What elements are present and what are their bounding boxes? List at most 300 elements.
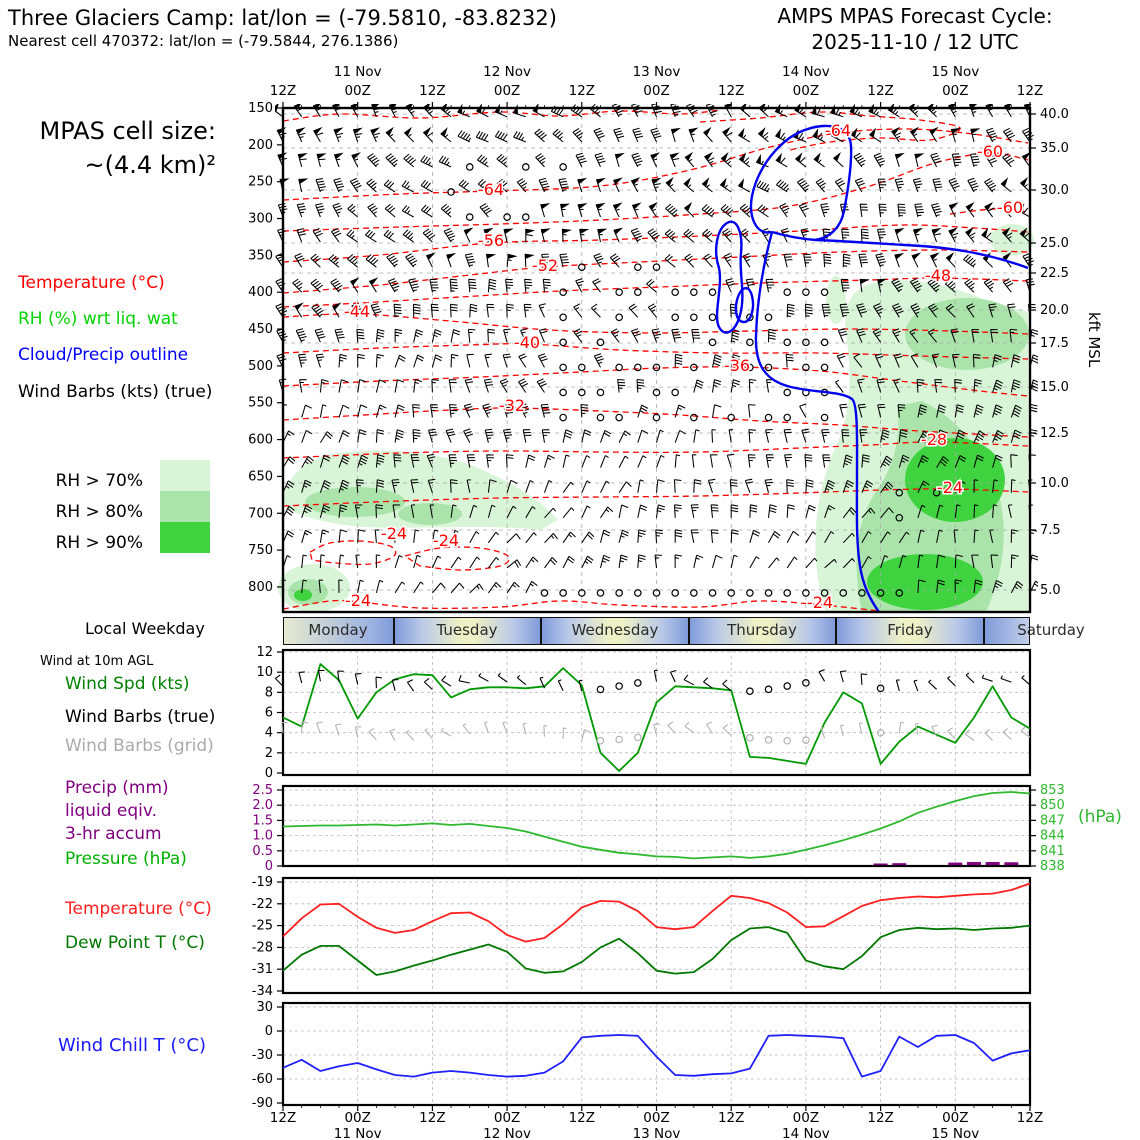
wind-barb xyxy=(467,354,474,367)
wind-barb xyxy=(376,677,382,688)
wind-barb-pennant xyxy=(504,229,512,234)
hpa-tick-label: 838 xyxy=(1040,859,1065,874)
wind-barb xyxy=(293,279,303,292)
page-subtitle: Nearest cell 470372: lat/lon = (-79.5844, 276.1386) xyxy=(8,32,399,50)
wind-barb xyxy=(439,156,451,167)
contour-label: -24 xyxy=(380,524,408,543)
contour-label: -32 xyxy=(498,396,526,415)
wind-barb xyxy=(859,254,868,267)
wind-barb-pennant xyxy=(895,229,903,234)
wind-barb xyxy=(451,557,461,568)
wind-barb xyxy=(691,505,699,518)
wind-barb xyxy=(745,479,753,493)
bottom-time-label: 12Z xyxy=(867,1110,894,1126)
wind-barb xyxy=(750,557,759,568)
wind-barb xyxy=(648,229,660,242)
wind-barb xyxy=(711,455,718,468)
panel-tick-label: -34 xyxy=(251,984,273,1000)
calm-circle xyxy=(672,590,678,596)
hpa-tick-label: 853 xyxy=(1040,783,1065,798)
calm-circle xyxy=(597,339,603,345)
wind-barb xyxy=(952,154,961,167)
wind-barb xyxy=(574,304,582,318)
calm-circle xyxy=(597,414,603,420)
bottom-time-label: 00Z xyxy=(643,1110,670,1126)
wind-barb-pennant xyxy=(562,229,570,233)
contour-label: -60 xyxy=(996,198,1024,217)
dewpoint-label: Dew Point T (°C) xyxy=(65,933,205,953)
wind-barb xyxy=(686,103,697,117)
panel-tick-label: -19 xyxy=(251,875,273,890)
bottom-time-label: 12Z xyxy=(269,1110,297,1126)
wind-barb-pennant xyxy=(684,178,690,186)
wind-barb xyxy=(487,455,494,468)
wind-barb xyxy=(517,676,526,685)
wind-barb xyxy=(470,584,483,593)
calm-circle xyxy=(616,414,622,420)
wind-barb xyxy=(769,531,781,542)
pressure-precip-panel xyxy=(252,783,1065,874)
wind-barb xyxy=(657,505,665,518)
wind-barb-pennant xyxy=(352,153,360,159)
wind-barb xyxy=(441,728,451,736)
pressure-tick-label: 300 xyxy=(248,211,273,227)
wind-barb-pennant xyxy=(596,204,604,209)
wind-barb xyxy=(769,505,777,518)
wind-barb-pennant xyxy=(371,128,379,134)
contour-label: -28 xyxy=(920,430,948,449)
cell-size-line2: ~(4.4 km)² xyxy=(84,151,216,179)
wind-barb xyxy=(421,156,433,167)
calm-circle xyxy=(560,389,566,395)
wind-barb xyxy=(476,131,488,142)
wind-barb xyxy=(333,203,342,217)
wind-barb xyxy=(582,730,590,741)
wind-barb xyxy=(429,429,438,442)
bottom-time-label: 00Z xyxy=(493,1110,521,1126)
wind-barb xyxy=(1001,676,1011,682)
wind-barb xyxy=(840,671,846,682)
wind-barb-pennant xyxy=(702,179,708,187)
panel-tick-label: 0 xyxy=(264,1024,273,1039)
wind-barb xyxy=(558,680,563,691)
panel-tick-label: 0.5 xyxy=(252,843,273,859)
wind-barb xyxy=(276,304,287,318)
panel-tick-label: 2.5 xyxy=(252,783,273,798)
wind-barb xyxy=(704,678,713,689)
wind-barb xyxy=(694,480,701,493)
calm-circle xyxy=(523,164,529,170)
wind-barb xyxy=(675,505,682,518)
wind-barb xyxy=(590,104,600,117)
wind-barb xyxy=(375,530,379,543)
wind-barb xyxy=(633,128,643,142)
weekday-band xyxy=(283,617,1085,645)
wind-barb xyxy=(878,229,886,242)
kft-tick-label: 22.5 xyxy=(1040,266,1069,281)
wind-barb xyxy=(787,480,794,493)
calm-circle xyxy=(560,314,566,320)
wind-barb xyxy=(526,581,538,593)
wind-barb xyxy=(507,304,514,317)
wind-barb-pennant xyxy=(914,229,922,234)
contour-label: -64 xyxy=(477,180,505,199)
wind-barb xyxy=(300,380,307,393)
panel-tick-label: 1.0 xyxy=(252,828,273,844)
wind-barb xyxy=(749,430,756,443)
wind-barb xyxy=(843,254,850,267)
wind-barb xyxy=(302,430,313,442)
wind-barb xyxy=(898,204,906,217)
wind-barb xyxy=(465,379,473,393)
wind-barb xyxy=(414,355,424,367)
hpa-tick-label: 841 xyxy=(1040,843,1065,859)
wind-barb-pennant xyxy=(458,105,462,114)
panel-tick-label: -60 xyxy=(251,1072,273,1087)
wind-panel xyxy=(256,645,1030,781)
wind-barb xyxy=(619,530,629,543)
wind-barb-pennant xyxy=(561,204,569,208)
bottom-date-label: 15 Nov xyxy=(931,1126,980,1140)
wind-barb xyxy=(376,354,384,367)
wind-barb xyxy=(766,430,773,443)
contour-label: -44 xyxy=(343,302,371,321)
calm-circle xyxy=(635,364,641,370)
contour-label: -56 xyxy=(477,231,505,250)
wind-barb-pennant xyxy=(946,253,953,260)
wind-barb xyxy=(824,254,832,267)
wind-barb xyxy=(563,482,573,493)
wind-barb xyxy=(948,728,956,739)
contour-label: -24 xyxy=(806,593,834,612)
wind-barb xyxy=(982,675,992,681)
wind-barb xyxy=(355,727,361,738)
kft-tick-label: 15.0 xyxy=(1040,380,1069,395)
wind-barb xyxy=(787,531,799,543)
wind-barb xyxy=(504,429,513,442)
wind-barb xyxy=(514,131,526,142)
wind-barb xyxy=(450,405,458,418)
wind-barb xyxy=(449,380,456,393)
weekday-label: Thursday xyxy=(727,621,797,639)
wind-barbs-true-label: Wind Barbs (true) xyxy=(65,707,216,727)
kft-tick-label: 25.0 xyxy=(1040,236,1069,251)
wind-barb xyxy=(545,455,555,467)
wind-barb xyxy=(704,254,713,267)
wind-barb xyxy=(442,676,451,686)
wind-barb xyxy=(724,254,732,268)
wind-barb xyxy=(582,481,590,493)
wind-barb xyxy=(483,404,492,418)
wind-barb xyxy=(765,480,773,493)
wind-barb xyxy=(731,555,737,568)
wind-barb-pennant xyxy=(334,128,342,134)
panel-tick-label: 10 xyxy=(256,665,273,681)
wind-barb xyxy=(335,329,345,342)
wind-barb xyxy=(526,480,534,492)
calm-circle xyxy=(784,289,790,295)
contour-label: -36 xyxy=(723,356,751,375)
wind-barb xyxy=(766,455,774,468)
wind-barb-pennant xyxy=(541,204,549,209)
wind-barb xyxy=(395,329,402,342)
calm-circle xyxy=(747,339,753,345)
wind-barb xyxy=(786,354,793,367)
wind-barb xyxy=(665,204,677,217)
wind-barb xyxy=(1004,128,1015,142)
wind-barb xyxy=(488,582,501,593)
panel-tick-label: 12 xyxy=(256,645,273,661)
wind-barb xyxy=(632,103,643,117)
wind-barb xyxy=(539,329,547,343)
wind-barb xyxy=(331,279,343,292)
wind-barb xyxy=(432,583,445,593)
wind-barb xyxy=(731,380,740,393)
wind-barb xyxy=(339,354,347,367)
wind-barb xyxy=(387,254,399,268)
wind-barb xyxy=(506,279,514,292)
top-time-label: 12Z xyxy=(867,83,894,99)
wind-barb xyxy=(787,557,797,568)
wind-barb xyxy=(611,329,619,343)
wind-barb-pennant xyxy=(405,128,412,136)
kft-tick-label: 17.5 xyxy=(1040,336,1069,351)
calm-circle xyxy=(821,364,827,370)
wind-barb xyxy=(619,555,628,568)
wind-barb xyxy=(618,380,626,393)
calm-circle xyxy=(784,683,790,689)
panel-tick-label: 2.0 xyxy=(252,798,273,814)
wind-barb xyxy=(821,204,830,217)
wind-barb xyxy=(406,254,418,268)
wind-barb xyxy=(283,531,294,543)
calm-circle xyxy=(691,590,697,596)
wind-barb xyxy=(743,254,751,268)
wind-barb xyxy=(787,304,794,317)
wind-barb xyxy=(507,534,520,543)
wind-barb xyxy=(355,674,361,685)
wind-barb xyxy=(358,380,367,393)
wind-barb xyxy=(576,153,587,167)
wind-barb xyxy=(749,380,756,393)
wind-barb xyxy=(806,558,817,568)
wind-barb-pennant xyxy=(670,153,678,159)
wind-barb-pennant xyxy=(298,154,306,159)
forecast-cycle-line2: 2025-11-10 / 12 UTC xyxy=(811,30,1019,54)
contour-label: -64 xyxy=(824,121,852,140)
wind-barb xyxy=(497,154,507,167)
wind-barb xyxy=(365,230,376,242)
weekday-label: Wednesday xyxy=(571,621,659,639)
rh-legend-90-swatch xyxy=(160,522,210,553)
hpa-unit-label: (hPa) xyxy=(1078,807,1122,827)
wind-barb xyxy=(657,480,665,493)
wind-barb xyxy=(723,724,731,735)
wind-barb xyxy=(464,404,473,418)
wind-barb-pennant xyxy=(541,229,549,234)
wind-barb xyxy=(320,380,328,393)
kft-tick-label: 10.0 xyxy=(1040,476,1069,491)
wind-barb xyxy=(350,178,361,192)
wind-barb xyxy=(986,128,997,142)
contour-label: -48 xyxy=(924,266,952,285)
wind-barb xyxy=(984,279,994,292)
wind-barb xyxy=(541,404,550,417)
wind-barb xyxy=(386,154,398,167)
wind-barb xyxy=(637,380,644,393)
rh-legend-70-label: RH > 70% xyxy=(55,471,143,491)
wind-barb-pennant xyxy=(424,128,431,136)
wind-barb xyxy=(860,204,868,217)
calm-circle xyxy=(560,339,566,345)
wind-barb xyxy=(593,279,601,293)
wind-barb xyxy=(338,671,344,682)
kft-tick-label: 12.5 xyxy=(1040,426,1069,441)
wind-barb xyxy=(413,405,420,418)
wind-barb xyxy=(376,580,383,593)
calm-circle xyxy=(821,339,827,345)
wind-barb xyxy=(423,229,435,242)
wind-barb xyxy=(582,456,590,468)
wind-barb xyxy=(403,230,414,242)
wind-barb xyxy=(311,254,321,267)
wind-barb xyxy=(694,555,703,568)
wind-barb-pennant xyxy=(950,203,958,209)
pressure-label: Pressure (hPa) xyxy=(65,849,187,869)
hpa-tick-label: 847 xyxy=(1040,813,1065,829)
wind-barb xyxy=(431,304,439,317)
wind-barb xyxy=(822,430,830,443)
wind-barb xyxy=(376,430,384,443)
top-time-label: 00Z xyxy=(792,83,820,99)
wind-barb xyxy=(347,230,358,242)
wind-barb xyxy=(805,304,812,317)
panel-tick-label: -22 xyxy=(251,896,273,912)
wind-barb xyxy=(487,304,494,317)
wind-barb xyxy=(819,670,825,682)
wind-barb xyxy=(537,379,547,393)
wind-barb xyxy=(948,676,956,686)
weekday-label: Tuesday xyxy=(436,621,498,639)
wind-barb xyxy=(395,556,402,568)
wind-barb xyxy=(932,204,942,218)
wind-barb-pennant xyxy=(915,154,923,159)
wind-barb-pennant xyxy=(704,128,711,136)
wind-barb xyxy=(444,229,455,243)
calm-circle xyxy=(821,414,827,420)
calm-circle xyxy=(635,590,641,596)
wind-barb-pennant xyxy=(427,253,435,259)
wind-barb xyxy=(1022,128,1033,142)
wind-barb-pennant xyxy=(614,178,622,184)
wind-barb-pennant xyxy=(776,130,781,138)
cell-size-line1: MPAS cell size: xyxy=(39,117,216,145)
wind-barb xyxy=(1030,380,1040,393)
top-date-label: 12 Nov xyxy=(483,64,532,80)
cloud-outline-path xyxy=(772,232,1028,268)
wind-barb xyxy=(965,730,974,741)
precip-bar xyxy=(1004,862,1018,865)
top-time-label: 12Z xyxy=(568,83,596,99)
rh-legend-80-label: RH > 80% xyxy=(55,502,143,522)
bottom-time-label: 12Z xyxy=(717,1110,745,1126)
calm-circle xyxy=(560,590,566,596)
panel-tick-label: 8 xyxy=(264,685,273,701)
wind-barb xyxy=(317,722,323,733)
wind-barb xyxy=(968,178,979,192)
wind-barb xyxy=(535,129,547,142)
calm-circle xyxy=(765,686,771,692)
wind-barb xyxy=(526,557,538,568)
calm-circle xyxy=(616,314,622,320)
wind-barb xyxy=(674,480,681,493)
calm-circle xyxy=(709,289,715,295)
top-time-label: 00Z xyxy=(643,83,670,99)
contour-label: -24 xyxy=(936,478,964,497)
calm-circle xyxy=(784,738,790,744)
calm-circle xyxy=(635,680,641,686)
bottom-time-label: 00Z xyxy=(792,1110,820,1126)
legend-cloud-precip: Cloud/Precip outline xyxy=(18,345,189,365)
calm-circle xyxy=(560,364,566,370)
wind-barb xyxy=(767,380,774,393)
wind-barb-pennant xyxy=(299,179,307,184)
calm-circle xyxy=(765,590,771,596)
panel-tick-label: 30 xyxy=(256,1000,273,1015)
legend-rh: RH (%) wrt liq. wat xyxy=(18,309,178,329)
wind-barb xyxy=(536,154,546,167)
wind-chill-panel xyxy=(252,1000,1030,1111)
wind-barb xyxy=(470,304,477,317)
wind-barb xyxy=(748,455,755,468)
wind-barb xyxy=(451,354,458,367)
wind-barb xyxy=(385,204,395,217)
wind-barb-pennant xyxy=(487,254,495,258)
panel-tick-label: -31 xyxy=(251,962,273,978)
wind-barb xyxy=(601,456,609,468)
pressure-tick-label: 550 xyxy=(248,395,273,411)
contour-label: -24 xyxy=(344,591,372,610)
wind-barb xyxy=(451,304,458,317)
wind-barb xyxy=(358,405,367,418)
wind-barb xyxy=(358,354,365,367)
wind-barb xyxy=(563,532,575,543)
wind-barb xyxy=(545,557,558,568)
panel-tick-label: 6 xyxy=(264,705,273,721)
wind-10m-label: Wind at 10m AGL xyxy=(40,654,154,669)
wind-barb xyxy=(406,731,414,741)
wind-barb xyxy=(656,530,663,543)
wind-barb xyxy=(464,429,473,443)
top-time-label: 00Z xyxy=(493,83,521,99)
kft-tick-label: 7.5 xyxy=(1040,523,1061,538)
wind-barb xyxy=(395,430,404,443)
wind-barb xyxy=(713,405,722,418)
wind-barb xyxy=(545,533,558,542)
wind-barb-pennant xyxy=(335,153,343,159)
wind-barb xyxy=(879,204,887,217)
wind-barb xyxy=(612,103,623,117)
wind-barb xyxy=(331,229,341,243)
bottom-time-label: 00Z xyxy=(942,1110,969,1126)
wind-barb xyxy=(523,430,531,443)
wind-barb-pennant xyxy=(614,203,622,209)
wind-barb xyxy=(582,430,591,443)
wind-barb xyxy=(638,555,646,568)
wind-barb xyxy=(395,380,404,393)
wind-barb xyxy=(692,455,696,468)
pressure-tick-label: 600 xyxy=(248,432,273,448)
